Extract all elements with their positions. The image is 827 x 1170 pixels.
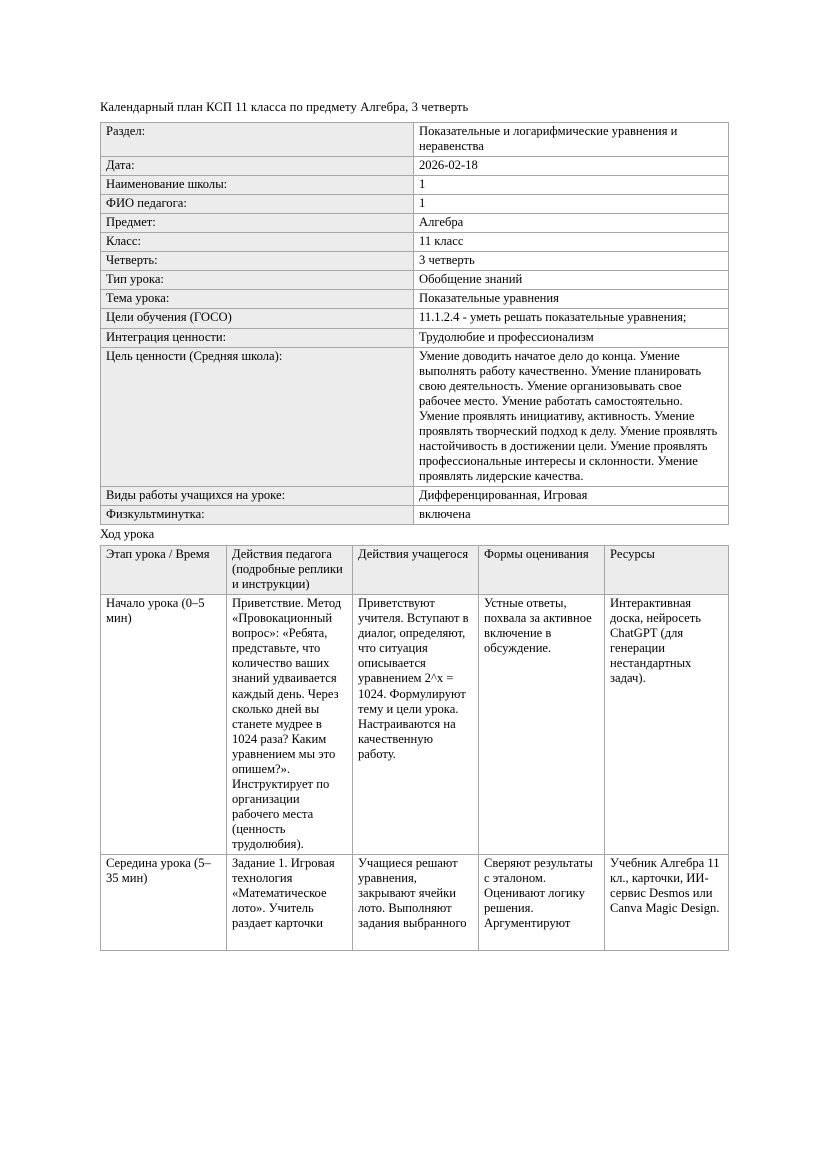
table-row [101,176,729,195]
page-title: Календарный план КСП 11 класса по предмету Алгебра, 3 четверть [100,100,469,114]
table-row [101,506,729,525]
cell-assessment-forms: Сверяют результаты с эталоном. Оценивают логику решения. Аргументируют [479,855,605,951]
info-value: 11 класс [414,233,729,252]
info-value: 3 четверть [414,252,729,271]
info-value: Умение доводить начатое дело до конца. Умение выполнять работу качественно. Умение планировать свою деятельность. Умение организовывать свое рабочее место. Умение работать самостоятельно. Умение проявлять инициативу, активность. Умение проявлять творческий подход к делу. Умение проявлять настойчивость в достижении цели. Умение проявлять профессиональные интересы и склонности. Умение проявлять лидерские качества. [414,347,729,486]
table-row [101,195,729,214]
table-row [101,855,729,951]
cell-student-actions: Приветствуют учителя. Вступают в диалог, определяют, что ситуация описывается уравнением 2^x = 1024. Формулируют тему и цели урока. Настраиваются на качественную работу. [353,595,479,855]
table-row [101,290,729,309]
info-label: Наименование школы: [101,176,414,195]
info-label: Предмет: [101,214,414,233]
info-value: включена [414,506,729,525]
table-row [101,157,729,176]
info-value: Обобщение знаний [414,271,729,290]
table-row [101,252,729,271]
info-value: Алгебра [414,214,729,233]
cell-assessment-forms: Устные ответы, похвала за активное включение в обсуждение. [479,595,605,855]
table-row [101,486,729,505]
info-label: Виды работы учащихся на уроке: [101,486,414,505]
info-value: 11.1.2.4 - уметь решать показательные уравнения; [414,309,729,328]
table-row [101,233,729,252]
table-row [101,595,729,855]
column-header-student-actions: Действия учащегося [353,546,479,595]
info-value: Дифференцированная, Игровая [414,486,729,505]
info-value: Трудолюбие и профессионализм [414,328,729,347]
table-row [101,328,729,347]
info-value: 1 [414,176,729,195]
cell-resources: Интерактивная доска, нейросеть ChatGPT (для генерации нестандартных задач). [605,595,729,855]
info-value: 2026-02-18 [414,157,729,176]
table-row [101,214,729,233]
lesson-flow-header [101,546,729,595]
lesson-info-table [100,122,729,525]
table-row [101,123,729,157]
info-label: ФИО педагога: [101,195,414,214]
column-header-resources: Ресурсы [605,546,729,595]
info-label: Цели обучения (ГОСО) [101,309,414,328]
cell-teacher-actions: Приветствие. Метод «Провокационный вопрос»: «Ребята, представьте, что количество ваших знаний удваивается каждый день. Через сколько дней вы станете мудрее в 1024 раза? Каким уравнением мы это опишем?». Инструктирует по организации рабочего места (ценность трудолюбия). [227,595,353,855]
info-label: Класс: [101,233,414,252]
column-header-teacher-actions: Действия педагога (подробные реплики и инструкции) [227,546,353,595]
info-label: Интеграция ценности: [101,328,414,347]
info-label: Цель ценности (Средняя школа): [101,347,414,486]
table-row [101,309,729,328]
info-label: Четверть: [101,252,414,271]
info-label: Физкультминутка: [101,506,414,525]
column-header-stage: Этап урока / Время [101,546,227,595]
cell-resources: Учебник Алгебра 11 кл., карточки, ИИ-сервис Desmos или Canva Magic Design. [605,855,729,951]
info-value: Показательные и логарифмические уравнения и неравенства [414,123,729,157]
column-header-assessment-forms: Формы оценивания [479,546,605,595]
info-label: Тема урока: [101,290,414,309]
cell-stage: Начало урока (0–5 мин) [101,595,227,855]
info-value: Показательные уравнения [414,290,729,309]
section-caption-lesson-flow: Ход урока [100,527,155,542]
info-label: Тип урока: [101,271,414,290]
cell-stage: Середина урока (5–35 мин) [101,855,227,951]
lesson-flow-table [100,545,729,951]
table-row [101,271,729,290]
lesson-flow-body [101,595,729,951]
table-row [101,347,729,486]
info-value: 1 [414,195,729,214]
table-header-row [101,546,729,595]
cell-teacher-actions: Задание 1. Игровая технология «Математическое лото». Учитель раздает карточки [227,855,353,951]
cell-student-actions: Учащиеся решают уравнения, закрывают ячейки лото. Выполняют задания выбранного [353,855,479,951]
lesson-info-body [101,123,729,525]
info-label: Раздел: [101,123,414,157]
info-label: Дата: [101,157,414,176]
